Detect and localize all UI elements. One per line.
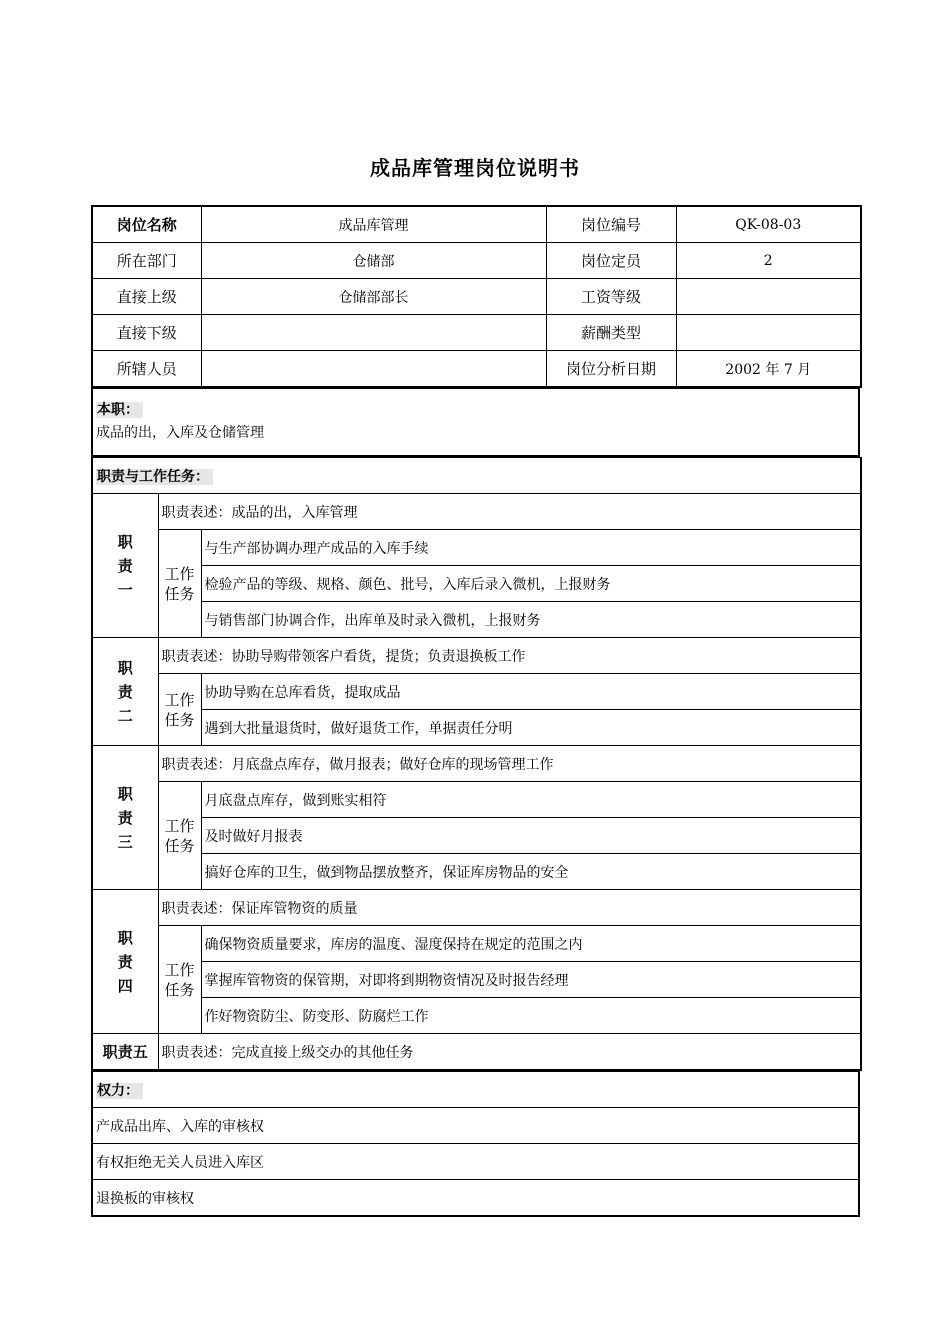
task-item: 遇到大批量退货时，做好退货工作，单据责任分明 [201, 710, 861, 746]
task-item: 与销售部门协调合作，出库单及时录入微机，上报财务 [201, 602, 861, 638]
responsibility-label [92, 494, 158, 638]
label-pay-type: 薪酬类型 [546, 315, 676, 351]
responsibility-statement: 职责表述：保证库管物资的质量 [158, 890, 861, 926]
responsibilities-table [91, 457, 862, 1071]
task-item: 检验产品的等级、规格、颜色、批号，入库后录入微机，上报财务 [201, 566, 861, 602]
responsibility-label: 职责五 [92, 1034, 158, 1071]
task-item: 月底盘点库存，做到账实相符 [201, 782, 861, 818]
header-row [92, 315, 861, 351]
value-superior: 仓储部部长 [201, 279, 546, 315]
duty-label: 本职： [96, 402, 143, 418]
label-position-code: 岗位编号 [546, 206, 676, 243]
header-row [92, 206, 861, 243]
authority-table [91, 1071, 860, 1217]
responsibility-label [92, 638, 158, 746]
responsibility-label-text: 职 责 三 [117, 784, 133, 851]
value-pay-type [676, 315, 861, 351]
task-label: 工作 任务 [158, 674, 201, 746]
label-department: 所在部门 [92, 243, 201, 279]
label-wage-grade: 工资等级 [546, 279, 676, 315]
value-headcount: 2 [676, 243, 861, 279]
task-label: 工作 任务 [158, 926, 201, 1034]
task-item: 确保物资质量要求，库房的温度、湿度保持在规定的范围之内 [201, 926, 861, 962]
header-row [92, 243, 861, 279]
value-position-name: 成品库管理 [201, 206, 546, 243]
responsibility-statement: 职责表述：协助导购带领客户看货，提货；负责退换板工作 [158, 638, 861, 674]
responsibility-label-text: 职 责 一 [117, 532, 133, 599]
duty-text: 成品的出，入库及仓储管理 [96, 425, 264, 441]
value-position-code: QK-08-03 [676, 206, 861, 243]
authority-title: 权力： [92, 1072, 859, 1108]
label-staff: 所辖人员 [92, 351, 201, 388]
task-item: 协助导购在总库看货，提取成品 [201, 674, 861, 710]
label-superior: 直接上级 [92, 279, 201, 315]
job-description-form [91, 205, 860, 1217]
value-wage-grade [676, 279, 861, 315]
value-department: 仓储部 [201, 243, 546, 279]
value-staff [201, 351, 546, 388]
task-item: 作好物资防尘、防变形、防腐烂工作 [201, 998, 861, 1034]
label-subordinate: 直接下级 [92, 315, 201, 351]
task-label: 工作 任务 [158, 530, 201, 638]
task-item: 及时做好月报表 [201, 818, 861, 854]
label-position-name: 岗位名称 [92, 206, 201, 243]
task-item: 掌握库管物资的保管期，对即将到期物资情况及时报告经理 [201, 962, 861, 998]
value-analysis-date: 2002 年 7 月 [676, 351, 861, 388]
authority-item: 有权拒绝无关人员进入库区 [92, 1144, 859, 1180]
task-label: 工作 任务 [158, 782, 201, 890]
duty-section [91, 388, 860, 457]
header-row [92, 351, 861, 388]
authority-item: 产成品出库、入库的审核权 [92, 1108, 859, 1144]
responsibility-label [92, 890, 158, 1034]
responsibility-statement: 职责表述：月底盘点库存，做月报表；做好仓库的现场管理工作 [158, 746, 861, 782]
task-item: 与生产部协调办理产成品的入库手续 [201, 530, 861, 566]
responsibility-statement: 职责表述：成品的出，入库管理 [158, 494, 861, 530]
task-item: 搞好仓库的卫生，做到物品摆放整齐，保证库房物品的安全 [201, 854, 861, 890]
duty-cell [92, 389, 859, 457]
label-analysis-date: 岗位分析日期 [546, 351, 676, 388]
label-headcount: 岗位定员 [546, 243, 676, 279]
page-title: 成品库管理岗位说明书 [370, 156, 580, 180]
responsibility-label [92, 746, 158, 890]
header-row [92, 279, 861, 315]
header-table [91, 205, 862, 388]
responsibility-label-text: 职 责 四 [117, 928, 133, 995]
value-subordinate [201, 315, 546, 351]
responsibility-label-text: 职 责 二 [117, 658, 133, 725]
responsibility-statement: 职责表述：完成直接上级交办的其他任务 [158, 1034, 861, 1071]
authority-item: 退换板的审核权 [92, 1180, 859, 1217]
tasks-section-title: 职责与工作任务： [92, 458, 861, 494]
